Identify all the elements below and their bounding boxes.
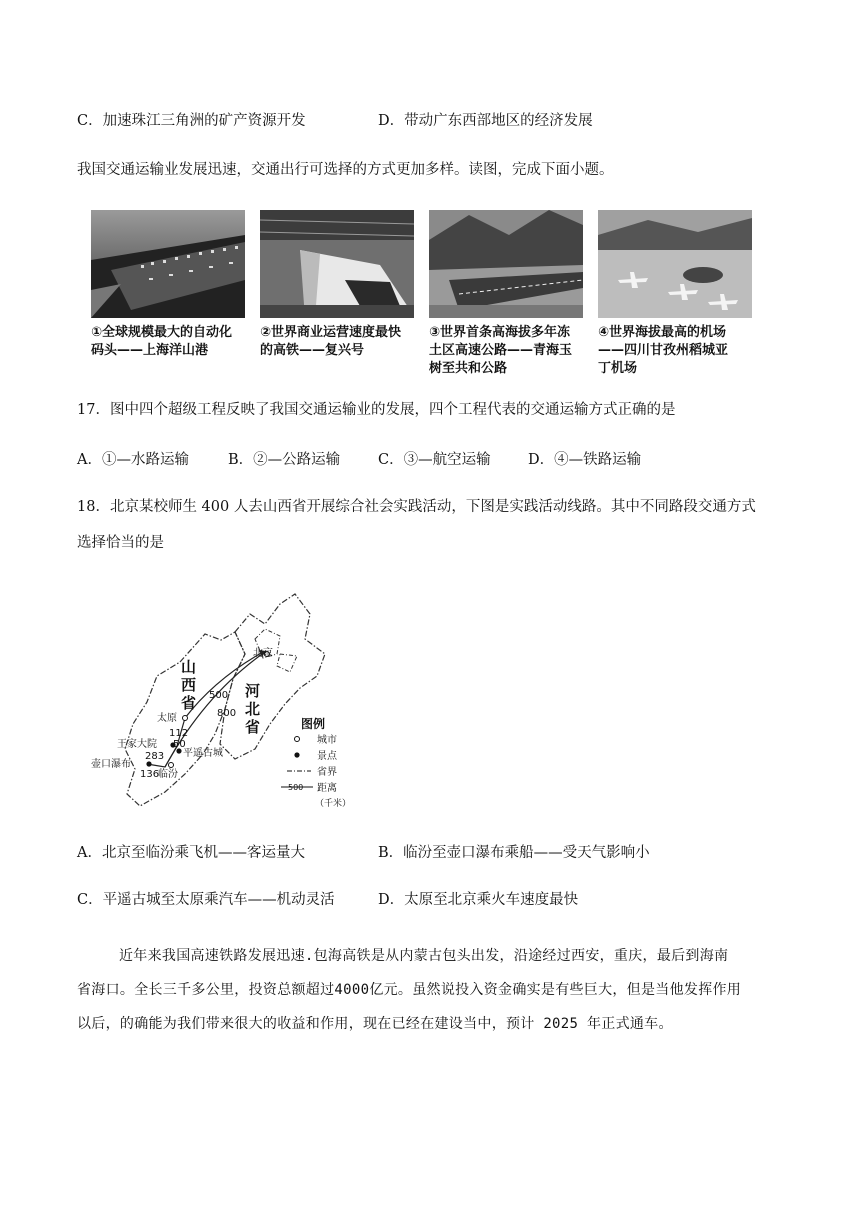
- legend-distance-label: 距离: [317, 783, 337, 794]
- caption-line: 土区高速公路——青海玉: [429, 343, 573, 358]
- distance-label: 136: [140, 769, 160, 780]
- photo-daocheng-airport: [598, 210, 752, 318]
- photo-qinghai-highway: [429, 210, 583, 318]
- q17-option-c: C．③—航空运输: [378, 452, 491, 468]
- city-linfen-marker: [169, 763, 174, 768]
- caption-line: 的高铁——复兴号: [260, 343, 365, 358]
- photo-fuxing-train: [260, 210, 414, 318]
- caption-line: 丁机场: [598, 361, 638, 376]
- distance-label: 112: [169, 728, 189, 739]
- legend-border-label: 省界: [317, 767, 337, 778]
- reading-passage: [77, 939, 789, 1041]
- caption-line: ④世界海拔最高的机场: [598, 325, 727, 340]
- hebei-border: [220, 594, 325, 759]
- q18-option-c: C．平遥古城至太原乘汽车——机动灵活: [77, 892, 335, 908]
- label-taiyuan: 太原: [157, 713, 177, 724]
- q18-option-a: A．北京至临汾乘飞机——客运量大: [77, 845, 305, 861]
- passage-line: 省海口。全长三千多公里，投资总额超过4000亿元。虽然说投入资金确实是有些巨大，但是当他发挥作用: [77, 982, 742, 998]
- caption-line: 树至共和公路: [429, 361, 508, 376]
- legend-title: 图例: [301, 717, 326, 731]
- province-shanxi-char: 西: [181, 676, 197, 694]
- label-pingyao: 平遥古城: [183, 748, 223, 759]
- q18-option-d: D．太原至北京乘火车速度最快: [378, 892, 579, 908]
- caption-line: ——四川甘孜州稻城亚: [598, 343, 729, 358]
- province-shanxi-char: 山: [181, 658, 197, 676]
- legend-unit: （千米）: [315, 799, 352, 809]
- legend-city-label: 城市: [317, 735, 337, 746]
- legend-spot-label: 景点: [317, 751, 337, 762]
- q17-option-a: A．①—水路运输: [77, 452, 189, 468]
- caption-line: ①全球规模最大的自动化: [91, 325, 233, 340]
- province-hebei-char: 河: [245, 682, 261, 700]
- label-hukou: 壶口瀑布: [91, 759, 131, 770]
- distance-label: 283: [145, 751, 165, 762]
- q17-option-d: D．④—铁路运输: [528, 452, 642, 468]
- photo-yangshan-port: [91, 210, 245, 318]
- province-hebei-char: 北: [245, 700, 261, 718]
- passage-line: 以后，的确能为我们带来很大的收益和作用，现在已经在建设当中，预计 2025 年正式通车。: [77, 1016, 673, 1032]
- legend-distance-value: 500: [288, 783, 304, 792]
- province-shanxi-char: 省: [181, 694, 197, 712]
- route-map: [85, 584, 365, 812]
- photo-caption-2: [260, 324, 420, 360]
- q17-stem: 17．图中四个超级工程反映了我国交通运输业的发展，四个工程代表的交通运输方式正确的是: [77, 402, 676, 418]
- section-intro: 我国交通运输业发展迅速，交通出行可选择的方式更加多样。读图，完成下面小题。: [77, 162, 614, 178]
- q16-option-c: C．加速珠江三角洲的矿产资源开发: [77, 113, 306, 129]
- q18-option-b: B．临汾至壶口瀑布乘船——受天气影响小: [378, 845, 650, 861]
- photo-caption-1: [91, 324, 251, 360]
- label-linfen: 临汾: [158, 769, 178, 780]
- q18-stem-line2: 选择恰当的是: [77, 535, 164, 551]
- photo-caption-4: [598, 324, 758, 378]
- spot-hukou-marker: [146, 761, 151, 766]
- city-taiyuan-marker: [183, 716, 188, 721]
- distance-label: 800: [217, 708, 237, 719]
- caption-line: ③世界首条高海拔多年冻: [429, 325, 571, 340]
- photo-caption-3: [429, 324, 589, 378]
- q16-option-d: D．带动广东西部地区的经济发展: [378, 113, 593, 129]
- legend-spot-symbol: [294, 752, 299, 757]
- passage-line: 近年来我国高速铁路发展迅速.包海高铁是从内蒙古包头出发，沿途经过西安，重庆，最后到海南: [119, 948, 729, 964]
- legend-city-symbol: [295, 737, 300, 742]
- map-legend: [281, 716, 351, 809]
- caption-line: ②世界商业运营速度最快: [260, 325, 402, 340]
- q18-stem-line1: 18．北京某校师生 400 人去山西省开展综合社会实践活动，下图是实践活动线路。其中不同路段交通方式: [77, 499, 756, 515]
- label-beijing: 北京: [253, 648, 273, 659]
- caption-line: 码头——上海洋山港: [91, 343, 209, 358]
- distance-label: 500: [209, 690, 229, 701]
- label-wangjia: 王家大院: [117, 739, 157, 750]
- distance-label: 50: [173, 739, 186, 750]
- province-hebei-char: 省: [245, 718, 261, 736]
- q17-option-b: B．②—公路运输: [228, 452, 341, 468]
